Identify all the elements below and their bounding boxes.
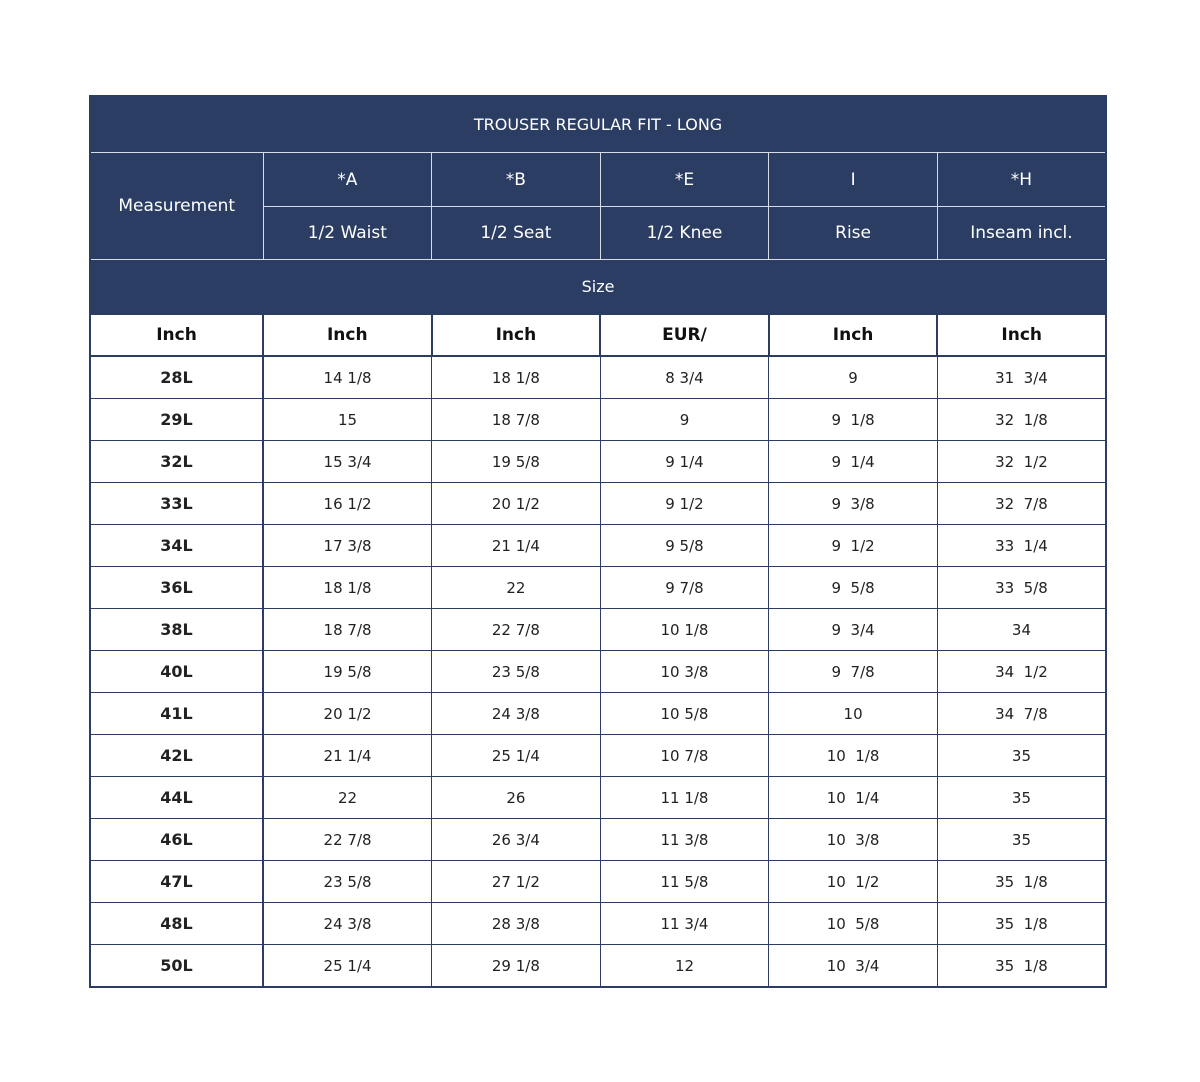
name-inseam: Inseam incl. xyxy=(937,207,1106,260)
measurement-cell: 24 3/8 xyxy=(263,903,432,945)
measurement-cell: 29 1/8 xyxy=(432,945,601,988)
measurement-cell: 22 xyxy=(263,777,432,819)
measurement-cell: 35 1/8 xyxy=(937,903,1106,945)
measurement-cell: 10 xyxy=(769,693,938,735)
measurement-cell: 33 5/8 xyxy=(937,567,1106,609)
table-body xyxy=(90,356,1106,987)
table-row xyxy=(90,483,1106,525)
name-knee: 1/2 Knee xyxy=(600,207,769,260)
size-cell: 44L xyxy=(90,777,263,819)
measurement-cell: 9 1/2 xyxy=(769,525,938,567)
measurement-cell: 9 xyxy=(769,356,938,399)
measurement-cell: 24 3/8 xyxy=(432,693,601,735)
measurement-cell: 9 7/8 xyxy=(769,651,938,693)
unit-cell: EUR/ xyxy=(600,314,769,356)
code-inseam: *H xyxy=(937,153,1106,207)
measurement-cell: 35 xyxy=(937,777,1106,819)
measurement-cell: 18 1/8 xyxy=(432,356,601,399)
measurement-cell: 17 3/8 xyxy=(263,525,432,567)
measurement-cell: 8 3/4 xyxy=(600,356,769,399)
measurement-cell: 11 3/4 xyxy=(600,903,769,945)
measurement-cell: 10 3/8 xyxy=(600,651,769,693)
unit-cell: Inch xyxy=(937,314,1106,356)
size-cell: 34L xyxy=(90,525,263,567)
code-waist: *A xyxy=(263,153,432,207)
unit-cell: Inch xyxy=(90,314,263,356)
measurement-cell: 9 xyxy=(600,399,769,441)
measurement-cell: 15 xyxy=(263,399,432,441)
size-cell: 28L xyxy=(90,356,263,399)
measurement-cell: 9 5/8 xyxy=(600,525,769,567)
measurement-cell: 35 1/8 xyxy=(937,861,1106,903)
code-rise: I xyxy=(769,153,938,207)
measurement-cell: 14 1/8 xyxy=(263,356,432,399)
size-label: Size xyxy=(90,260,1106,315)
size-cell: 40L xyxy=(90,651,263,693)
measurement-cell: 20 1/2 xyxy=(263,693,432,735)
table-row xyxy=(90,861,1106,903)
measurement-cell: 9 5/8 xyxy=(769,567,938,609)
measurement-cell: 33 1/4 xyxy=(937,525,1106,567)
measurement-cell: 18 7/8 xyxy=(432,399,601,441)
measurement-cell: 9 1/4 xyxy=(769,441,938,483)
measurement-cell: 9 3/4 xyxy=(769,609,938,651)
size-cell: 38L xyxy=(90,609,263,651)
measurement-cell: 32 1/8 xyxy=(937,399,1106,441)
measurement-cell: 34 xyxy=(937,609,1106,651)
size-cell: 48L xyxy=(90,903,263,945)
size-cell: 36L xyxy=(90,567,263,609)
code-knee: *E xyxy=(600,153,769,207)
measurement-cell: 11 5/8 xyxy=(600,861,769,903)
measurement-cell: 22 7/8 xyxy=(432,609,601,651)
size-cell: 33L xyxy=(90,483,263,525)
table-row xyxy=(90,567,1106,609)
table-row xyxy=(90,819,1106,861)
table-header xyxy=(90,96,1106,314)
size-chart-table xyxy=(89,95,1107,988)
unit-cell: Inch xyxy=(769,314,938,356)
measurement-cell: 25 1/4 xyxy=(263,945,432,988)
measurement-cell: 18 1/8 xyxy=(263,567,432,609)
measurement-cell: 10 1/8 xyxy=(600,609,769,651)
measurement-cell: 25 1/4 xyxy=(432,735,601,777)
size-cell: 46L xyxy=(90,819,263,861)
measurement-cell: 26 xyxy=(432,777,601,819)
measurement-cell: 15 3/4 xyxy=(263,441,432,483)
measurement-cell: 32 1/2 xyxy=(937,441,1106,483)
measurement-cell: 21 1/4 xyxy=(263,735,432,777)
measurement-cell: 22 xyxy=(432,567,601,609)
measurement-cell: 12 xyxy=(600,945,769,988)
size-cell: 50L xyxy=(90,945,263,988)
table-row xyxy=(90,525,1106,567)
size-cell: 42L xyxy=(90,735,263,777)
size-cell: 41L xyxy=(90,693,263,735)
measurement-cell: 35 xyxy=(937,819,1106,861)
unit-cell: Inch xyxy=(263,314,432,356)
measurement-cell: 10 7/8 xyxy=(600,735,769,777)
table-row xyxy=(90,651,1106,693)
measurement-cell: 10 1/2 xyxy=(769,861,938,903)
table-row xyxy=(90,441,1106,483)
measurement-cell: 9 1/8 xyxy=(769,399,938,441)
measurement-cell: 18 7/8 xyxy=(263,609,432,651)
measurement-cell: 11 3/8 xyxy=(600,819,769,861)
name-rise: Rise xyxy=(769,207,938,260)
measurement-cell: 9 1/2 xyxy=(600,483,769,525)
size-cell: 32L xyxy=(90,441,263,483)
name-waist: 1/2 Waist xyxy=(263,207,432,260)
measurement-cell: 23 5/8 xyxy=(432,651,601,693)
table-row xyxy=(90,356,1106,399)
measurement-cell: 9 1/4 xyxy=(600,441,769,483)
measurement-cell: 23 5/8 xyxy=(263,861,432,903)
measurement-cell: 35 1/8 xyxy=(937,945,1106,988)
measurement-cell: 9 3/8 xyxy=(769,483,938,525)
name-seat: 1/2 Seat xyxy=(432,207,601,260)
table-row xyxy=(90,693,1106,735)
table-row xyxy=(90,735,1106,777)
unit-row xyxy=(90,314,1106,356)
measurement-cell: 11 1/8 xyxy=(600,777,769,819)
measurement-cell: 10 5/8 xyxy=(600,693,769,735)
measurement-cell: 32 7/8 xyxy=(937,483,1106,525)
measurement-cell: 19 5/8 xyxy=(263,651,432,693)
measurement-cell: 10 1/8 xyxy=(769,735,938,777)
measurement-cell: 10 5/8 xyxy=(769,903,938,945)
measurement-cell: 10 3/8 xyxy=(769,819,938,861)
measurement-cell: 9 7/8 xyxy=(600,567,769,609)
measurement-cell: 31 3/4 xyxy=(937,356,1106,399)
measurement-label: Measurement xyxy=(90,153,263,260)
code-seat: *B xyxy=(432,153,601,207)
measurement-cell: 21 1/4 xyxy=(432,525,601,567)
measurement-cell: 35 xyxy=(937,735,1106,777)
measurement-cell: 10 3/4 xyxy=(769,945,938,988)
size-cell: 47L xyxy=(90,861,263,903)
measurement-cell: 34 1/2 xyxy=(937,651,1106,693)
table-row xyxy=(90,399,1106,441)
size-cell: 29L xyxy=(90,399,263,441)
unit-cell: Inch xyxy=(432,314,601,356)
measurement-cell: 27 1/2 xyxy=(432,861,601,903)
table-title: TROUSER REGULAR FIT - LONG xyxy=(90,96,1106,153)
measurement-cell: 26 3/4 xyxy=(432,819,601,861)
table-row xyxy=(90,903,1106,945)
measurement-cell: 22 7/8 xyxy=(263,819,432,861)
measurement-cell: 10 1/4 xyxy=(769,777,938,819)
table-row xyxy=(90,609,1106,651)
measurement-cell: 16 1/2 xyxy=(263,483,432,525)
measurement-cell: 34 7/8 xyxy=(937,693,1106,735)
measurement-cell: 20 1/2 xyxy=(432,483,601,525)
table-row xyxy=(90,945,1106,988)
measurement-cell: 28 3/8 xyxy=(432,903,601,945)
table-row xyxy=(90,777,1106,819)
measurement-cell: 19 5/8 xyxy=(432,441,601,483)
